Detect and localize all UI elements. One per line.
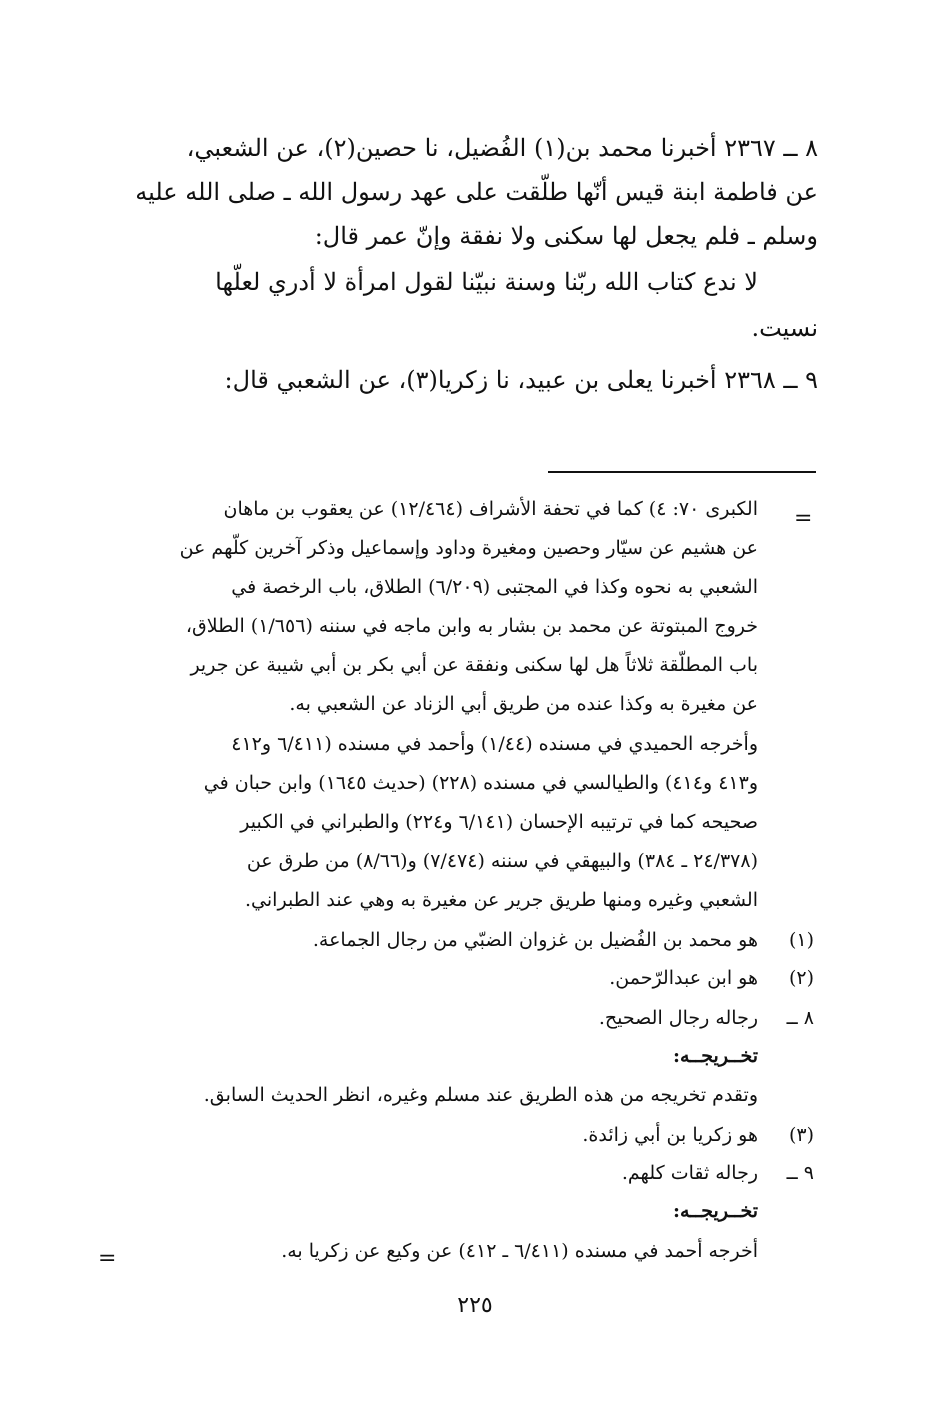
note-line-7: وأخرجه الحميدي في مسنده (١/٤٤) وأحمد في مسنده (٦/٤١١ و٤١٢: [231, 733, 758, 755]
note-line-5: باب المطلّقة ثلاثاً هل لها سكنى ونفقة عن أبي بكر بن أبي شيبة عن جرير: [190, 654, 758, 676]
footnote-text-9: رجاله ثقات كلهم.: [621, 1162, 758, 1184]
takhrij-heading-1: تخــريجــه:: [672, 1045, 758, 1067]
note-line-2: عن هشيم عن سيّار وحصين ومغيرة وداود وإسماعيل وذكر آخرين كلّهم عن: [179, 537, 758, 559]
footnote-text-3: هو زكريا بن أبي زائدة.: [582, 1124, 758, 1146]
footnote-text-2: هو ابن عبدالرّحمن.: [609, 967, 758, 989]
note-line-4: خروج المبتوتة عن محمد بن بشار به وابن ماجه في سننه (١/٦٥٦) الطلاق،: [185, 615, 758, 637]
footnote-text-8: رجاله رجال الصحيح.: [598, 1007, 758, 1029]
note-line-6: عن مغيرة به وكذا عنده من طريق أبي الزناد عن الشعبي به.: [289, 693, 758, 715]
footnote-label-2: (٢): [788, 967, 814, 989]
page-number: ٢٢٥: [457, 1293, 493, 1318]
takhrij-text-1: وتقدم تخريجه من هذه الطريق عند مسلم وغيره، انظر الحديث السابق.: [203, 1084, 758, 1106]
quote-line-1: لا ندع كتاب الله ربّنا وسنة نبيّنا لقول امرأة لا أدري لعلّها: [215, 268, 758, 296]
footnote-label-1: (١): [788, 929, 814, 951]
note-line-9: صحيحه كما في ترتيبه الإحسان (٦/١٤١ و٢٢٤) والطبراني في الكبير: [240, 811, 758, 833]
hadith-2368-line-1: ٩ ــ ٢٣٦٨ أخبرنا يعلى بن عبيد، نا زكريا(٣)، عن الشعبي قال:: [224, 366, 818, 394]
footnote-label-3: (٣): [788, 1124, 814, 1146]
hadith-2367-line-3: وسلم ـ فلم يجعل لها سكنى ولا نفقة وإنّ عمر قال:: [314, 222, 818, 250]
takhrij-text-2: أخرجه أحمد في مسنده (٦/٤١١ ـ ٤١٢) عن وكيع عن زكريا به.: [281, 1240, 758, 1262]
note-line-11: الشعبي وغيره ومنها طريق جرير عن مغيرة به وهي عند الطبراني.: [245, 889, 758, 911]
note-line-3: الشعبي به نحوه وكذا في المجتبى (٦/٢٠٩) الطلاق، باب الرخصة في: [231, 576, 758, 598]
continuation-mark-top: =: [794, 506, 813, 531]
note-line-10: (٢٤/٣٧٨ ـ ٣٨٤) والبيهقي في سننه (٧/٤٧٤) و(٨/٦٦) من طرق عن: [246, 850, 758, 872]
quote-line-2: نسيت.: [751, 314, 818, 342]
footnote-separator: [548, 471, 816, 473]
continuation-mark-bottom: =: [98, 1246, 117, 1271]
hadith-2367-line-1: ٨ ــ ٢٣٦٧ أخبرنا محمد بن(١) الفُضيل، نا حصين(٢)، عن الشعبي،: [186, 134, 818, 162]
footnote-label-9: ٩ ــ: [786, 1162, 814, 1184]
note-line-1: الكبرى ٧٠: ٤) كما في تحفة الأشراف (١٢/٤٦٤) عن يعقوب بن ماهان: [223, 498, 758, 520]
hadith-2367-line-2: عن فاطمة ابنة قيس أنّها طلّقت على عهد رسول الله ـ صلى الله عليه: [135, 178, 818, 206]
footnote-text-1: هو محمد بن الفُضيل بن غزوان الضبّي من رجال الجماعة.: [312, 929, 758, 951]
takhrij-heading-2: تخــريجــه:: [672, 1200, 758, 1222]
footnote-label-8: ٨ ــ: [786, 1007, 814, 1029]
note-line-8: و٤١٣ و٤١٤) والطيالسي في مسنده (٢٢٨) (حديث ١٦٤٥) وابن حبان في: [203, 772, 758, 794]
